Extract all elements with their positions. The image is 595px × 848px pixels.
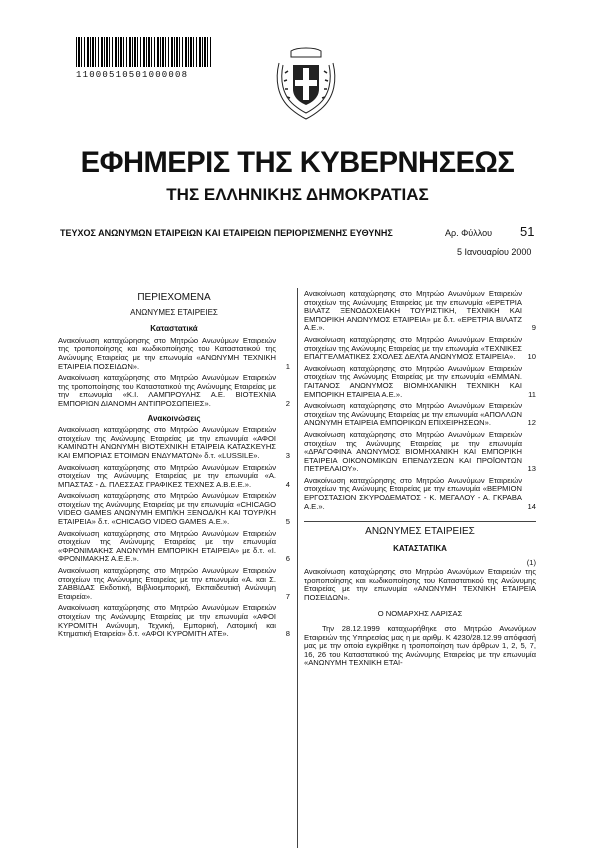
toc-entry-page: 11	[528, 389, 536, 399]
toc-entry-text: Ανακοίνωση καταχώρησης στο Μητρώο Ανωνύμων Εταιρειών στοιχείων της Ανώνυμης Εταιρείας με την επωνυμία «Α. ΜΠΑΣΤΑΣ - Δ. ΠΛΕΣΣΑΣ ΓΡΑΦΙΚΕΣ ΤΕΧΝΕΣ Α.Β.Ε.Ε.».	[58, 462, 276, 489]
gazette-title: ΕΦΗΜΕΡΙΣ ΤΗΣ ΚΥΒΕΡΝΗΣΕΩΣ	[80, 146, 515, 179]
item-number: (1)	[526, 558, 536, 568]
toc-heading: ΠΕΡΙΕΧΟΜΕΝΑ	[137, 292, 211, 303]
issue-number: 51	[520, 224, 535, 239]
toc-entry	[58, 464, 290, 490]
toc-entry-text: Ανακοίνωση καταχώρησης στο Μητρώο Ανωνύμων Εταιρειών στοιχείων της Ανώνυμης Εταιρείας με την επωνυμία «CHICAGO VIDEO GAMES ΑΝΩΝΥΜΗ ΕΜΠ/ΚΗ ΞΕΝΟΔ/ΚΗ ΚΑΙ ΤΟΥΡ/ΚΗ ΕΤΑΙΡΕΙΑ» δ.τ. «CHICAGO VIDEO GAMES Α.Ε.».	[58, 491, 276, 527]
section-body: Την 28.12.1999 καταχωρήθηκε στο Μητρώο Ανωνύμων Εταιρειών της Υπηρεσίας μας η με αριθμ. Κ 4230/28.12.99 απόφασή μας με την οποία εγκρίθηκε η τροποποίηση των άρθρων 1, 2, 5, 7, 16, 26 του Καταστατικού της Ανώνυμης Εταιρείας με την επωνυμία «ΑΝΩΝΥΜΗ ΤΕΧΝΙΚΗ ΕΤΑΙ-	[304, 624, 536, 668]
toc-entry-page: 2	[285, 398, 290, 408]
toc-entry-page: 4	[285, 479, 290, 489]
toc-entry-page: 9	[531, 323, 536, 333]
column-divider	[297, 288, 298, 848]
toc-entry-text: Ανακοίνωση καταχώρησης στο Μητρώο Ανωνύμων Εταιρειών στοιχείων της Ανώνυμης Εταιρείας με την επωνυμία «ΑΠΟΛΛΩΝ ΑΝΩΝΥΜΗ ΕΤΑΙΡΕΙΑ ΕΜΠΟΡΙΚΩΝ ΕΠΙΧΕΙΡΗΣΕΩΝ».	[304, 401, 522, 428]
toc-entry-text: Ανακοίνωση καταχώρησης στο Μητρώο Ανωνύμων Εταιρειών στοιχείων της Ανώνυμης Εταιρείας με την επωνυμία «ΦΡΟΝΙΜΑΚΗΣ ΑΝΩΝΥΜΗ ΕΜΠΟΡΙΚΗ ΕΤΑΙΡΕΙΑ» με δ.τ. «Ι. ΦΡΟΝΙΜΑΚΗΣ Α.Ε.Ε.».	[58, 528, 276, 564]
toc-entry-text: Ανακοίνωση καταχώρησης στο Μητρώο Ανωνύμων Εταιρειών στοιχείων της Ανώνυμης Εταιρείας με την επωνυμία «ΕΡΕΤΡΙΑ ΒΙΛΑΤΖ ΞΕΝΟΔΟΧΕΙΑΚΗ ΤΟΥΡΙΣΤΙΚΗ, ΤΕΧΝΙΚΗ ΚΑΙ ΕΜΠΟΡΙΚΗ ΑΝΩΝΥΜΟΣ ΕΤΑΙΡΕΙΑ» με δ.τ. «ΕΡΕΤΡΙΑ ΒΙΛΑΤΖ Α.Ε.».	[304, 289, 522, 333]
section-subheading: ΚΑΤΑΣΤΑΤΙΚΑ	[393, 543, 447, 553]
toc-subheading: ΑΝΩΝΥΜΕΣ ΕΤΑΙΡΕΙΕΣ	[130, 307, 218, 317]
authority: Ο ΝΟΜΑΡΧΗΣ ΛΑΡΙΣΑΣ	[377, 609, 463, 619]
toc-announcements-right-list	[304, 290, 536, 511]
toc-entry-page: 13	[527, 464, 536, 474]
toc-category-statutes: Καταστατικά	[150, 324, 198, 334]
toc-entry-page: 6	[285, 554, 290, 564]
gazette-subtitle: ΤΗΣ ΕΛΛΗΝΙΚΗΣ ΔΗΜΟΚΡΑΤΙΑΣ	[166, 185, 429, 204]
toc-entry	[58, 374, 290, 408]
toc-entry-text: Ανακοίνωση καταχώρησης στο Μητρώο Ανωνύμων Εταιρειών της τροποποίησης του Καταστατικού της Ανώνυμης Εταιρείας με την επωνυμία «Κ.Ι. ΛΑΜΠΡΟΥΛΗΣ Α.Ε. ΒΙΟΤΕΧΝΙΑ ΕΜΠΟΡΙΩΝ ΔΙΑΝΟΜΗ ΑΝΤΙΠΡΟΣΩΠΕΙΕΣ».	[58, 373, 276, 408]
toc-entry-text: Ανακοίνωση καταχώρησης στο Μητρώο Ανωνύμων Εταιρειών στοιχείων της Ανώνυμης Εταιρείας με την επωνυμία «ΑΦΟΙ ΚΑΜΙΝΩΤΗ ΑΝΩΝΥΜΗ ΒΙΟΤΕΧΝΙΚΗ ΕΤΑΙΡΕΙΑ ΚΑΤΑΣΚΕΥΗΣ ΚΑΙ ΕΜΠΟΡΙΑΣ ΕΤΟΙΜΩΝ ΕΝΔΥΜΑΤΩΝ» δ.τ. «LUSSILE».	[58, 425, 276, 460]
toc-entry	[58, 492, 290, 526]
toc-announcements-left-list	[58, 426, 290, 639]
toc-entry	[58, 337, 290, 371]
issue-date: 5 Ιανουαρίου 2000	[457, 247, 532, 257]
toc-entry-page: 8	[285, 629, 290, 639]
barcode	[76, 37, 212, 67]
issue-label: Αρ. Φύλλου	[445, 228, 493, 238]
coat-of-arms-icon	[271, 39, 341, 121]
toc-entry-text: Ανακοίνωση καταχώρησης στο Μητρώο Ανωνύμων Εταιρειών στοιχείων της Ανώνυμης Εταιρείας με την επωνυμία «ΤΕΧΝΙΚΕΣ ΕΠΑΓΓΕΛΜΑΤΙΚΕΣ ΣΧΟΛΕΣ ΔΕΛΤΑ ΑΝΩΝΥΜΟΣ ΕΤΑΙΡΕΙΑ».	[304, 334, 522, 362]
right-column	[304, 290, 536, 668]
toc-entry-page: 5	[285, 517, 290, 527]
toc-entry	[58, 426, 290, 460]
toc-entry-text: Ανακοίνωση καταχώρησης στο Μητρώο Ανωνύμων Εταιρειών στοιχείων της Ανώνυμης Εταιρείας με την επωνυμία «ΔΡΑΓΟΦΙΝΑ ΑΝΩΝΥΜΟΣ ΒΙΟΜΗΧΑΝΙΚΗ ΚΑΙ ΕΜΠΟΡΙΚΗ ΕΤΑΙΡΕΙΑ ΟΙΚΟΝΟΜΙΚΩΝ ΕΠΕΝΔΥΣΕΩΝ ΚΑΙ ΠΡΟΪΟΝΤΩΝ ΠΕΤΡΕΛΑΙΟΥ».	[304, 429, 522, 474]
toc-entry	[304, 402, 536, 428]
toc-entry-page: 10	[527, 352, 536, 362]
toc-entry-page: 7	[285, 591, 290, 601]
toc-statutes-list	[58, 337, 290, 409]
toc-entry-text: Ανακοίνωση καταχώρησης στο Μητρώο Ανωνύμων Εταιρειών στοιχείων της Ανώνυμης Εταιρείας με την επωνυμία «Α. και Σ. ΣΑΒΒΙΔΑΣ Εκδοτική, Βιβλιοεμπορική, Εκπαιδευτική Ανώνυμη Εταιρεία».	[58, 566, 276, 601]
toc-entry-text: Ανακοίνωση καταχώρησης στο Μητρώο Ανωνύμων Εταιρειών στοιχείων της Ανώνυμης Εταιρείας με την επωνυμία «ΒΕΡΜΙΟΝ ΕΡΓΟΣΤΑΣΙΟΝ ΣΚΥΡΟΔΕΜΑΤΟΣ - Κ. ΜΕΓΑΛΟΥ - Α. ΓΚΡΑΒΑ Α.Ε.».	[304, 475, 522, 511]
toc-entry	[304, 365, 536, 399]
toc-entry-text: Ανακοίνωση καταχώρησης στο Μητρώο Ανωνύμων Εταιρειών στοιχείων της Ανώνυμης Εταιρείας με την επωνυμία «ΑΦΟΙ ΚΥΡΟΜΙΤΗ Ανώνυμη, Τεχνική, Εμπορική, Λατομική και Κτηματική Εταιρεία» δ.τ. «ΑΦΟΙ ΚΥΡΟΜΙΤΗ ΑΤΕ».	[58, 603, 276, 639]
issue-type: ΤΕΥΧΟΣ ΑΝΩΝΥΜΩΝ ΕΤΑΙΡΕΙΩΝ ΚΑΙ ΕΤΑΙΡΕΙΩΝ ΠΕΡΙΟΡΙΣΜΕΝΗΣ ΕΥΘΥΝΗΣ	[60, 228, 393, 238]
toc-entry-text: Ανακοίνωση καταχώρησης στο Μητρώο Ανωνύμων Εταιρειών της τροποποίησης και κωδικοποίησης του Καταστατικού της Ανώνυμης Εταιρείας με την επωνυμία «ΑΝΩΝΥΜΗ ΤΕΧΝΙΚΗ ΕΤΑΙΡΕΙΑ ΠΟΣΕΙΔΩΝ».	[58, 335, 276, 371]
toc-entry	[304, 431, 536, 474]
toc-entry	[58, 604, 290, 638]
toc-entry-page: 12	[527, 418, 536, 428]
barcode-number: 11000510501000008	[76, 70, 189, 80]
section-heading: ΑΝΩΝΥΜΕΣ ΕΤΑΙΡΕΙΕΣ	[304, 521, 536, 537]
toc-entry-page: 14	[527, 501, 536, 511]
toc-entry-text: Ανακοίνωση καταχώρησης στο Μητρώο Ανωνύμων Εταιρειών στοιχείων της Ανώνυμης Εταιρείας με την επωνυμία «ΕΜΜΑΝ. ΓΑΙΤΑΝΟΣ ΑΝΩΝΥΜΟΣ ΒΙΟΜΗΧΑΝΙΚΗ ΤΕΧΝΙΚΗ ΚΑΙ ΕΜΠΟΡΙΚΗ ΕΤΑΙΡΕΙΑ Α.Ε.».	[304, 363, 522, 399]
toc-entry-page: 3	[285, 450, 290, 460]
toc-entry	[58, 530, 290, 564]
toc-entry	[304, 477, 536, 511]
toc-left-column	[58, 290, 290, 642]
toc-entry	[58, 567, 290, 601]
toc-entry	[304, 336, 536, 362]
toc-entry	[304, 290, 536, 333]
toc-category-announcements: Ανακοινώσεις	[147, 413, 201, 423]
section-intro: Ανακοίνωση καταχώρησης στο Μητρώο Ανωνύμων Εταιρειών της τροποποίησης και κωδικοποίησης του Καταστατικού της Ανώνυμης Εταιρείας με την επωνυμία «ΑΝΩΝΥΜΗ ΤΕΧΝΙΚΗ ΕΤΑΙΡΕΙΑ ΠΟΣΕΙΔΩΝ».	[304, 567, 536, 602]
toc-entry-page: 1	[285, 361, 290, 371]
